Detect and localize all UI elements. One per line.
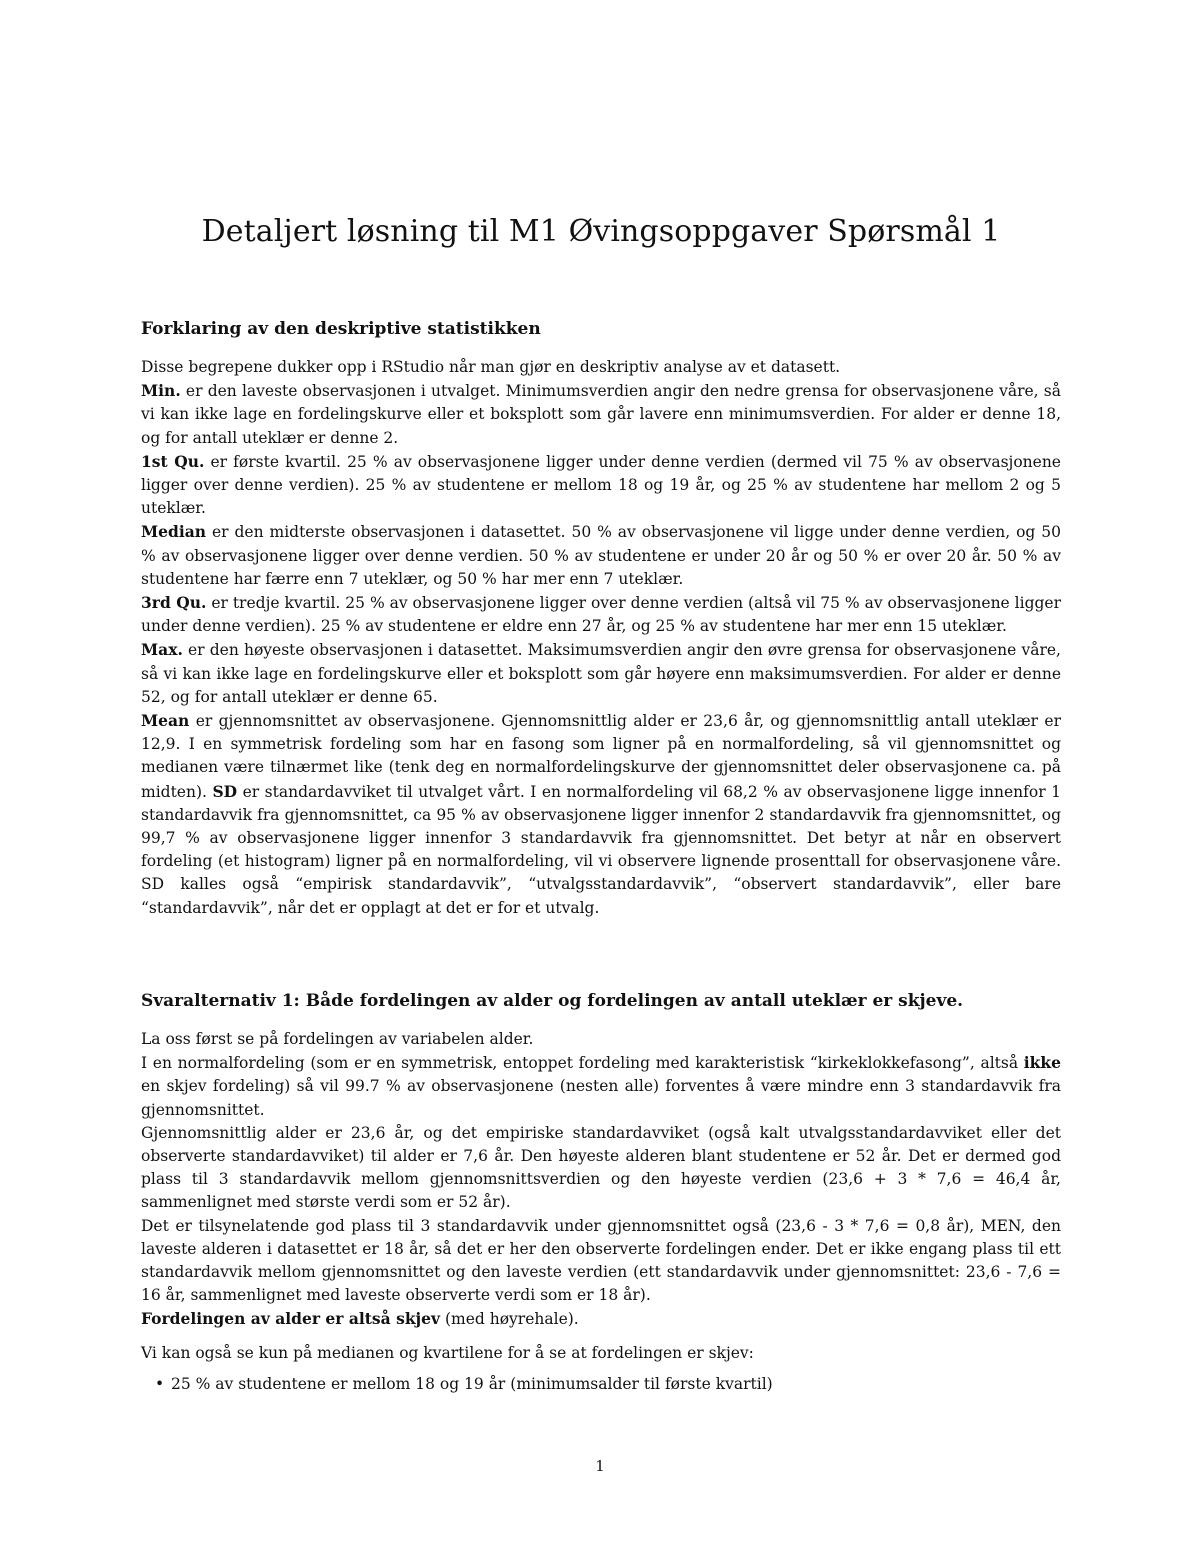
- section-answer-alternative-1: [141, 990, 1061, 1396]
- term-q1: 1st Qu.: [141, 451, 205, 471]
- median-paragraph: [141, 520, 1061, 591]
- max-paragraph: [141, 638, 1061, 709]
- intro-paragraph: Disse begrepene dukker opp i RStudio når man gjør en deskriptiv analyse av et datasett.: [141, 358, 841, 376]
- term-q3: 3rd Qu.: [141, 593, 207, 613]
- sd-text: er standardavviket til utvalget vårt. I en normalfordeling vil 68,2 % av observasjonene ligge innenfor 1 standardavvik fra gjennomsnittet, ca 95 % av observasjonene ligger innenfor 2 standardavvik fra gjennomsnittet, og 99,7 % av observasjonene ligger innenfor 3 standardavvik fra gjennomsnittet. Det betyr at når en observert fordeling (et histogram) ligner på en normalfordeling, vil vi observere lignende prosenttall for observasjonene våre. SD kalles også “empirisk standardavvik”, “utvalgsstandardavvik”, “observert standardavvik”, eller bare “standardavvik”, når det er opplagt at det er for et utvalg.: [141, 782, 1061, 917]
- paragraph-2: [141, 1051, 1061, 1122]
- section-heading: Svaralternativ 1: Både fordelingen av alder og fordelingen av antall uteklær er skjeve.: [141, 991, 964, 1011]
- term-sd: SD: [212, 781, 238, 801]
- paragraph-2-text-b: en skjev fordeling) så vil 99.7 % av observasjonene (nesten alle) forventes å være mindre enn 3 standardavvik fra gjennomsnittet.: [141, 1077, 1061, 1119]
- section-body: [141, 1028, 1061, 1396]
- paragraph-gap: [141, 1332, 1061, 1342]
- max-text: er den høyeste observasjonen i datasettet. Maksimumsverdien angir den øvre grensa for observasjonene våre, så vi kan ikke lage en fordelingskurve eller et boksplott som går høyere enn maksimumsverdien. For alder er denne 52, og for antall uteklær er denne 65.: [141, 641, 1061, 706]
- q1-text: er første kvartil. 25 % av observasjonene ligger under denne verdien (dermed vil 75 % av observasjonene ligger over denne verdien). 25 % av studentene er mellom 18 og 19 år, og 25 % av studentene har mellom 2 og 5 uteklær.: [141, 452, 1061, 518]
- paragraph-4: Det er tilsynelatende god plass til 3 standardavvik under gjennomsnittet også (23,6 - 3 * 7,6 = 0,8 år), MEN, den laveste alderen i datasettet er 18 år, så det er her den observerte fordelingen ender. Det er ikke engang plass til ett standardavvik mellom gjennomsnittet og den laveste verdien (ett standardavvik under gjennomsnittet: 23,6 - 7,6 = 16 år, sammenlignet med laveste observerte verdi som er 18 år).: [141, 1216, 1061, 1305]
- conclusion-bold: Fordelingen av alder er altså skjev: [141, 1309, 441, 1329]
- paragraph-5: [141, 1307, 1061, 1331]
- page-number: 1: [595, 1457, 605, 1475]
- section-descriptive-statistics: [141, 318, 1061, 920]
- paragraph-6: Vi kan også se kun på medianen og kvartilene for å se at fordelingen er skjev:: [141, 1343, 754, 1362]
- term-max: Max.: [141, 640, 183, 660]
- mean-paragraph: [141, 709, 1061, 920]
- median-text: er den midterste observasjonen i datasettet. 50 % av observasjonene vil ligge under denne verdien, og 50 % av observasjonene ligger over denne verdien. 50 % av studentene er under 20 år og 50 % er over 20 år. 50 % av studentene har færre enn 7 uteklær, og 50 % har mer enn 7 uteklær.: [141, 523, 1061, 588]
- min-text: er den laveste observasjonen i utvalget. Minimumsverdien angir den nedre grensa for observasjonene våre, så vi kan ikke lage en fordelingskurve eller et boksplott som går lavere enn minimumsverdien. For alder er denne 18, og for antall uteklær er denne 2.: [141, 382, 1061, 447]
- min-paragraph: [141, 379, 1061, 450]
- paragraph-2-text-a: I en normalfordeling (som er en symmetrisk, entoppet fordeling med karakteristisk “kirkeklokkefasong”, altså: [141, 1054, 1024, 1073]
- q3-text: er tredje kvartil. 25 % av observasjonene ligger over denne verdien (altså vil 75 % av observasjonene ligger under denne verdien). 25 % av studentene er eldre enn 27 år, og 25 % av studentene har mer enn 15 uteklær.: [141, 594, 1061, 636]
- section-body: [141, 356, 1061, 920]
- q3-paragraph: [141, 591, 1061, 638]
- term-min: Min.: [141, 381, 181, 401]
- q1-paragraph: [141, 450, 1061, 521]
- mean-text: er gjennomsnittet av observasjonene. Gjennomsnittlig alder er 23,6 år, og gjennomsnittlig antall uteklær er 12,9. I en symmetrisk fordeling som har en fasong som ligner på en normalfordeling, så vil gjennomsnittet og medianen være tilnærmet like (tenk deg en normalfordelingskurve der gjennomsnittet deler observasjonene ca. på midten).: [141, 712, 1061, 801]
- paragraph-3: Gjennomsnittlig alder er 23,6 år, og det empiriske standardavviket (også kalt utvalgsstandardavviket eller det observerte standardavviket) til alder er 7,6 år. Den høyeste alderen blant studentene er 52 år. Det er dermed god plass til 3 standardavvik mellom gjennomsnittsverdien og den høyeste verdien (23,6 + 3 * 7,6 = 46,4 år, sammenlignet med største verdi som er 52 år).: [141, 1123, 1061, 1212]
- bullet-item: • 25 % av studentene er mellom 18 og 19 år (minimumsalder til første kvartil): [171, 1373, 1061, 1396]
- paragraph-1: La oss først se på fordelingen av variabelen alder.: [141, 1030, 534, 1048]
- document-title: Detaljert løsning til M1 Øvingsoppgaver Spørsmål 1: [201, 214, 1001, 249]
- section-heading: Forklaring av den deskriptive statistikken: [141, 319, 541, 339]
- bullet-list: [141, 1373, 1061, 1396]
- term-mean: Mean: [141, 711, 190, 731]
- term-median: Median: [141, 522, 207, 542]
- conclusion-rest: (med høyrehale).: [440, 1310, 579, 1329]
- emphasis-ikke: ikke: [1023, 1053, 1061, 1073]
